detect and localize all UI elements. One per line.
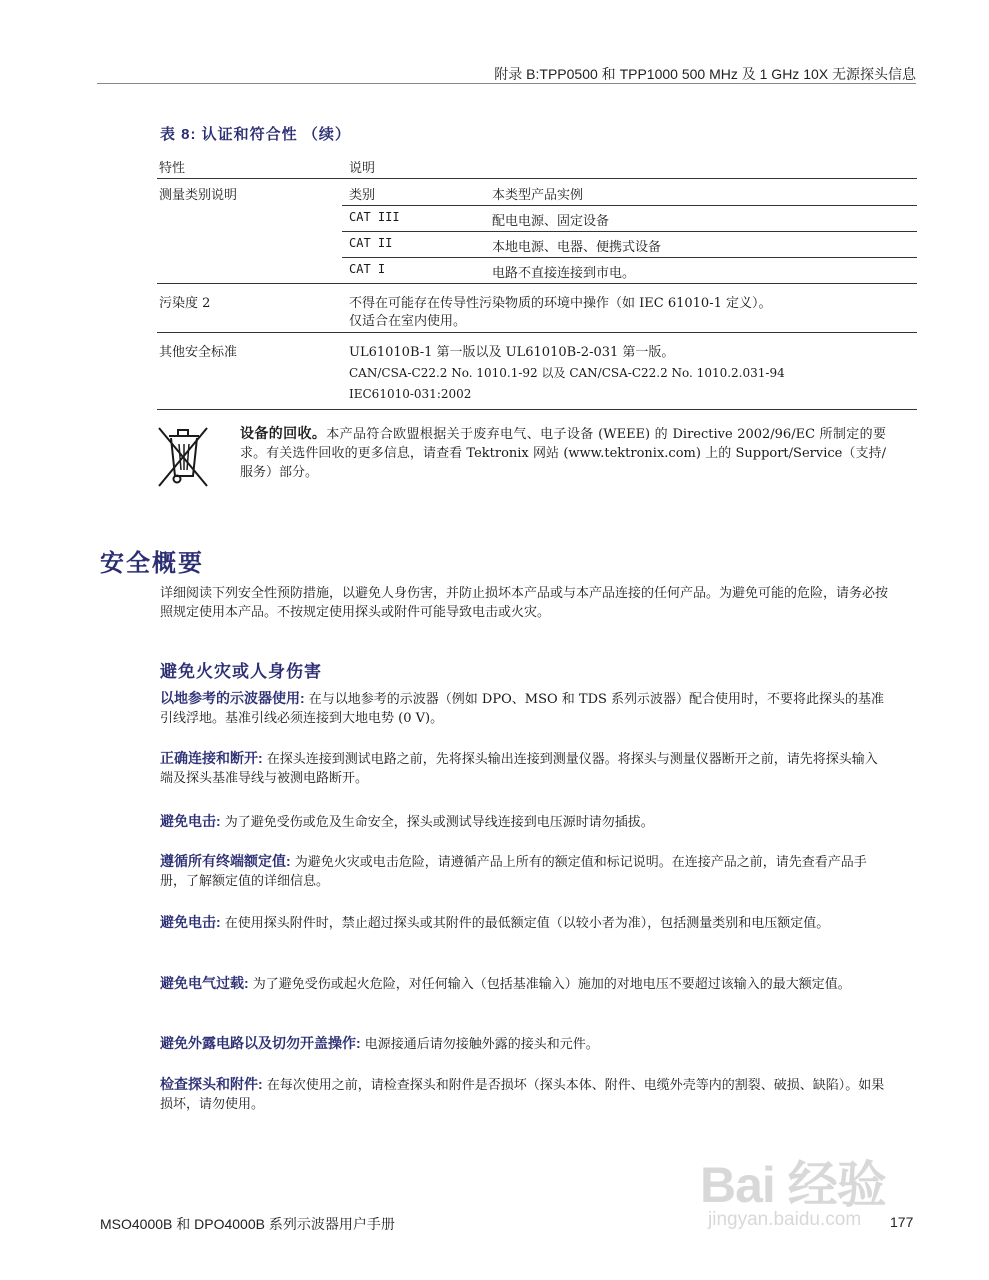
safety-item-text: 在每次使用之前，请检查探头和附件是否损坏（探头本体、附件、电缆外壳等内的割裂、破损、缺陷）。如果损坏，请勿使用。 <box>160 1078 885 1112</box>
safety-item <box>160 812 888 832</box>
safety-item-lead: 避免电击: <box>160 813 221 829</box>
weee-body: 本产品符合欧盟根据关于废弃电气、电子设备 (WEEE) 的 Directive 2002/96/EC 所制定的要求。有关选件回收的更多信息，请查看 Tektronix 网站 (www.tektronix.com) 上的 Support/Service（支持/服务）部分。 <box>240 427 887 480</box>
category-example: 配电电源、固定设备 <box>492 214 610 229</box>
pollution-description-line1: 不得在可能存在传导性污染物质的环境中操作（如 IEC 61010-1 定义）。 <box>349 296 772 311</box>
row-label: 污染度 2 <box>159 296 211 311</box>
certification-table <box>157 152 917 410</box>
watermark-logo: Bai 经验 <box>700 1157 886 1213</box>
category-example: 本地电源、电器、便携式设备 <box>492 240 662 255</box>
subheader-category: 类别 <box>349 188 376 203</box>
column-header-characteristic: 特性 <box>159 161 186 176</box>
table-row-other-safety-standards <box>157 333 917 410</box>
category-value: CAT I <box>349 262 386 276</box>
table-row-measurement-category <box>157 179 917 284</box>
safety-item <box>160 1075 888 1114</box>
safety-item-text: 在使用探头附件时，禁止超过探头或其附件的最低额定值（以较小者为准），包括测量类别和电压额定值。 <box>220 916 830 931</box>
header-divider <box>97 83 916 84</box>
crossed-out-wheelie-bin-icon <box>155 424 211 490</box>
table-caption: 表 8: 认证和符合性 （续） <box>160 126 351 143</box>
safety-item <box>160 852 888 891</box>
safety-item-lead: 避免外露电路以及切勿开盖操作: <box>160 1035 361 1051</box>
safety-item-text: 在探头连接到测试电路之前，先将探头输出连接到测量仪器。将探头与测量仪器断开之前，请先将探头输入端及探头基准导线与被测电路断开。 <box>160 752 878 786</box>
safety-item-text: 在与以地参考的示波器（例如 DPO、MSO 和 TDS 系列示波器）配合使用时，不要将此探头的基准引线浮地。基准引线必须连接到大地电势 (0 V)。 <box>160 692 885 726</box>
category-value: CAT III <box>349 210 400 224</box>
safety-item-lead: 避免电击: <box>160 914 221 930</box>
category-value: CAT II <box>349 236 393 250</box>
subrow-header <box>342 179 917 206</box>
safety-item-lead: 正确连接和断开: <box>160 750 263 766</box>
safety-item-text: 为了避免受伤或起火危险，对任何输入（包括基准输入）施加的对地电压不要超过该输入的最大额定值。 <box>248 977 851 992</box>
safety-item-text: 电源接通后请勿接触外露的接头和元件。 <box>360 1037 599 1052</box>
category-example: 电路不直接连接到市电。 <box>492 266 636 281</box>
subrow-cat-iii <box>342 205 917 232</box>
weee-notice <box>240 424 886 482</box>
safety-item-lead: 遵循所有终端额定值: <box>160 853 291 869</box>
safety-item-lead: 以地参考的示波器使用: <box>160 690 305 706</box>
safety-item-lead: 检查探头和附件: <box>160 1076 263 1092</box>
row-label: 其他安全标准 <box>159 345 238 360</box>
column-header-description: 说明 <box>349 161 376 176</box>
safety-item <box>160 913 888 933</box>
safety-item <box>160 974 888 994</box>
safety-item-text: 为避免火灾或电击危险，请遵循产品上所有的额定值和标记说明。在连接产品之前，请先查看产品手册，了解额定值的详细信息。 <box>160 855 867 889</box>
standards-line2: CAN/CSA-C22.2 No. 1010.1-92 以及 CAN/CSA-C22.2 No. 1010.2.031-94 <box>349 366 785 380</box>
safety-item-text: 为了避免受伤或危及生命安全，探头或测试导线连接到电压源时请勿插拔。 <box>220 815 654 830</box>
weee-lead: 设备的回收。 <box>240 425 327 441</box>
pollution-description-line2: 仅适合在室内使用。 <box>349 314 467 329</box>
subheader-example: 本类型产品实例 <box>492 188 584 203</box>
standards-line3: IEC61010-031:2002 <box>349 387 472 401</box>
running-header: 附录 B:TPP0500 和 TPP1000 500 MHz 及 1 GHz 10X 无源探头信息 <box>494 66 916 82</box>
baidu-watermark <box>700 1137 930 1247</box>
safety-item-lead: 避免电气过载: <box>160 975 249 991</box>
subrow-cat-ii <box>342 231 917 258</box>
page-number: 177 <box>890 1214 914 1230</box>
subrow-cat-i <box>342 257 917 283</box>
section-intro: 详细阅读下列安全性预防措施，以避免人身伤害，并防止损坏本产品或与本产品连接的任何产品。为避免可能的危险，请务必按照规定使用本产品。不按规定使用探头或附件可能导致电击或火灾。 <box>160 586 889 620</box>
safety-item <box>160 1034 888 1054</box>
section-title: 安全概要 <box>100 550 204 577</box>
safety-item <box>160 689 888 728</box>
table-row-pollution-degree <box>157 284 917 333</box>
footer-manual-title: MSO4000B 和 DPO4000B 系列示波器用户手册 <box>100 1216 395 1232</box>
safety-item <box>160 749 888 788</box>
row-label: 测量类别说明 <box>159 188 238 203</box>
table-header-row <box>157 152 917 179</box>
standards-line1: UL61010B-1 第一版以及 UL61010B-2-031 第一版。 <box>349 345 675 360</box>
watermark-url: jingyan.baidu.com <box>708 1209 862 1230</box>
subsection-title: 避免火灾或人身伤害 <box>160 662 322 681</box>
